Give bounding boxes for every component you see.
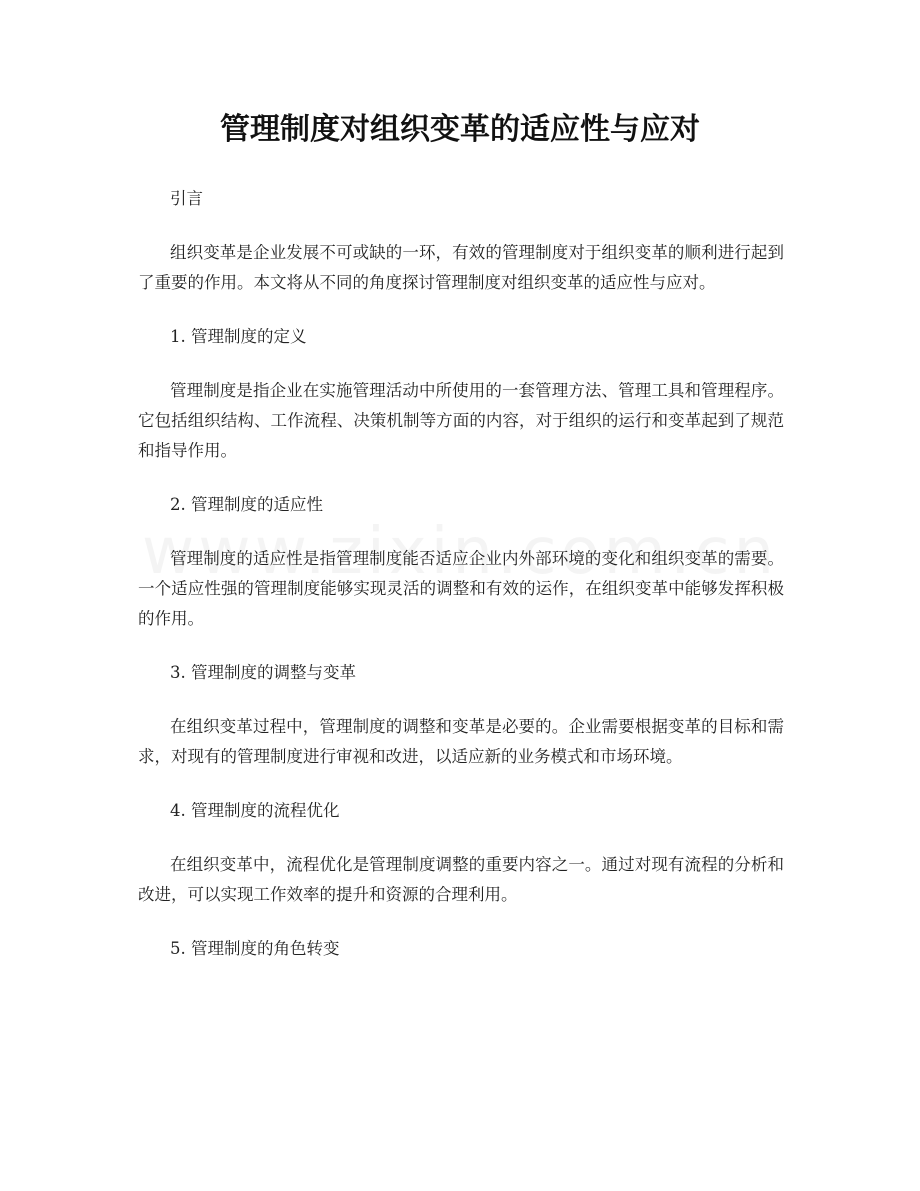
section-heading-4: 4. 管理制度的流程优化 (170, 801, 340, 820)
section-heading-1: 1. 管理制度的定义 (170, 327, 307, 346)
document-title: 管理制度对组织变革的适应性与应对 (220, 112, 700, 147)
section-paragraph-2: 管理制度的适应性是指管理制度能否适应企业内外部环境的变化和组织变革的需要。一个适应性强的管理制度能够实现灵活的调整和有效的运作，在组织变革中能够发挥积极的作用。 (138, 549, 784, 628)
intro-heading: 引言 (170, 189, 203, 208)
section-paragraph-4: 在组织变革中，流程优化是管理制度调整的重要内容之一。通过对现有流程的分析和改进，可以实现工作效率的提升和资源的合理利用。 (138, 855, 784, 904)
section-paragraph-3: 在组织变革过程中，管理制度的调整和变革是必要的。企业需要根据变革的目标和需求，对现有的管理制度进行审视和改进，以适应新的业务模式和市场环境。 (138, 717, 784, 766)
section-heading-2: 2. 管理制度的适应性 (170, 495, 323, 514)
intro-paragraph: 组织变革是企业发展不可或缺的一环，有效的管理制度对于组织变革的顺利进行起到了重要的作用。本文将从不同的角度探讨管理制度对组织变革的适应性与应对。 (138, 243, 784, 292)
section-heading-3: 3. 管理制度的调整与变革 (170, 663, 356, 682)
document-body (138, 184, 784, 964)
section-paragraph-1: 管理制度是指企业在实施管理活动中所使用的一套管理方法、管理工具和管理程序。它包括组织结构、工作流程、决策机制等方面的内容，对于组织的运行和变革起到了规范和指导作用。 (138, 381, 784, 460)
section-heading-5: 5. 管理制度的角色转变 (170, 939, 340, 958)
